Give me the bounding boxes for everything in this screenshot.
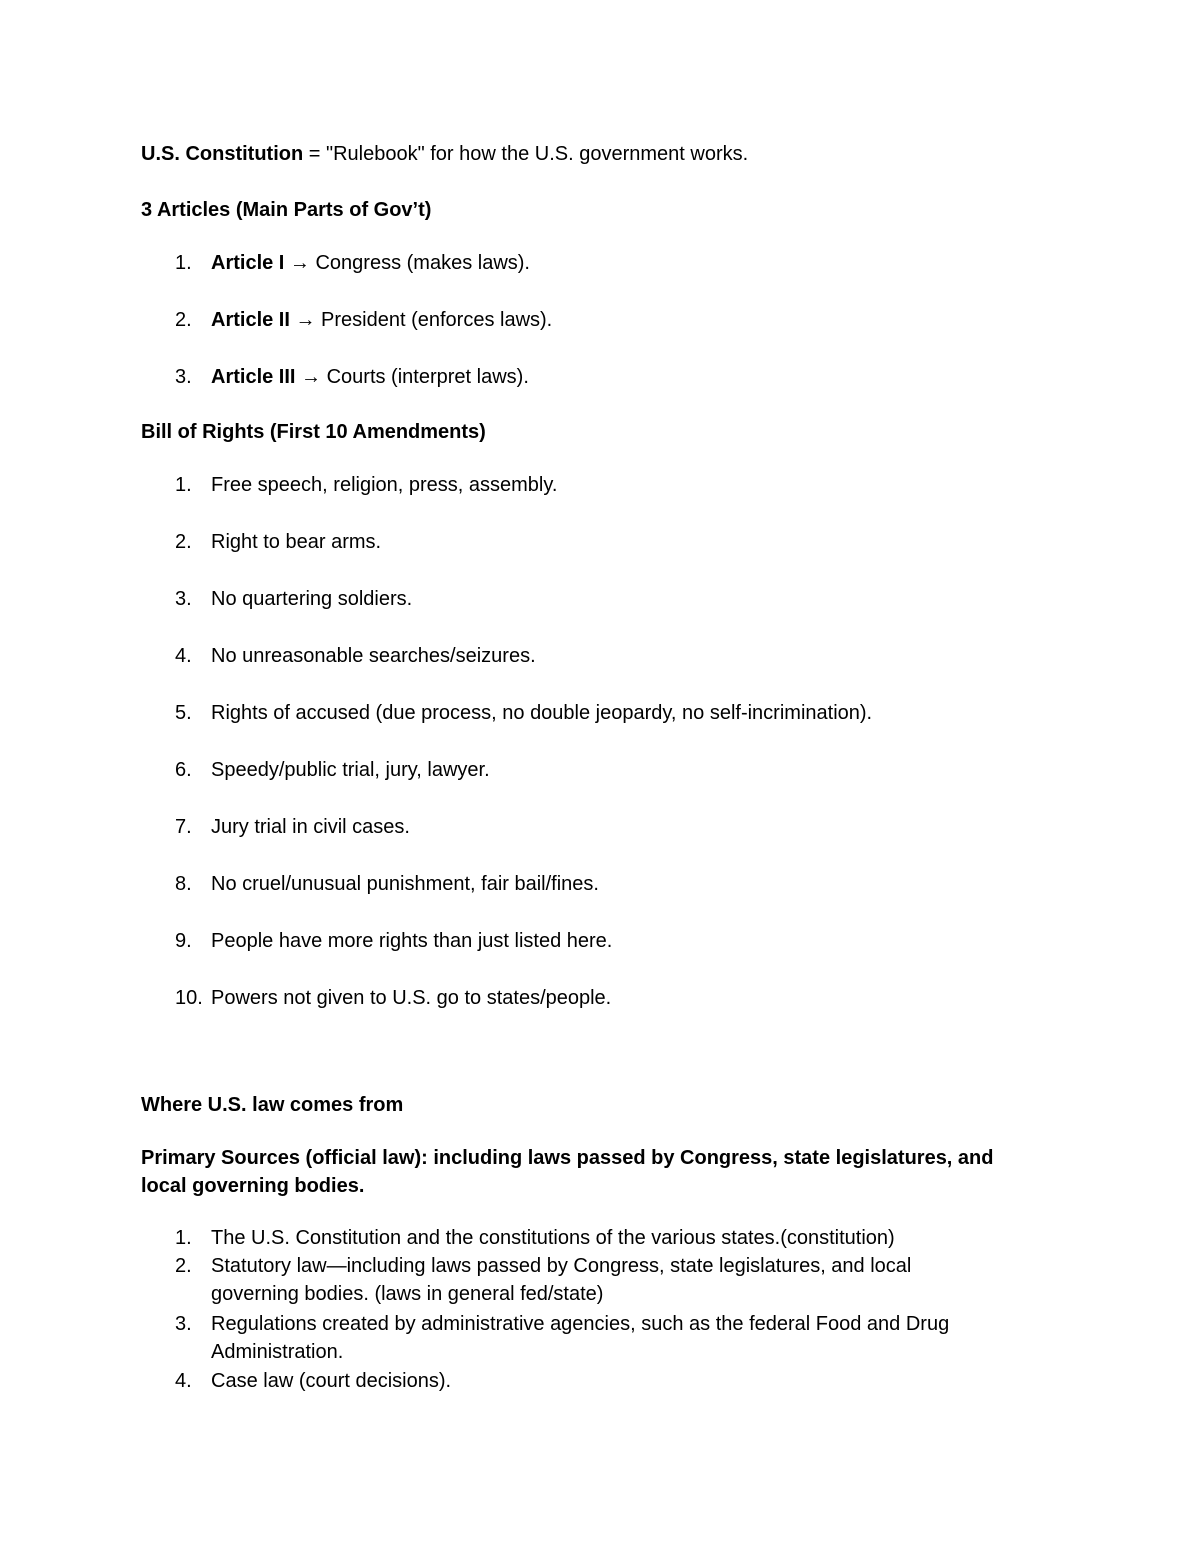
list-number: 4. xyxy=(175,1370,192,1392)
list-number: 4. xyxy=(175,645,192,667)
list-number: 2. xyxy=(175,531,192,553)
list-text: Speedy/public trial, jury, lawyer. xyxy=(211,759,490,781)
list-number: 1. xyxy=(175,1227,192,1249)
list-text: Regulations created by administrative agencies, such as the federal Food and Drug Administration. xyxy=(211,1313,950,1363)
list-number: 3. xyxy=(175,1313,192,1335)
intro-definition: = "Rulebook" for how the U.S. government works. xyxy=(303,143,749,165)
bill-of-rights-heading: Bill of Rights (First 10 Amendments) xyxy=(141,421,486,443)
law-sources-heading: Where U.S. law comes from xyxy=(141,1094,404,1116)
articles-heading: 3 Articles (Main Parts of Gov’t) xyxy=(141,199,432,221)
list-number: 1. xyxy=(175,474,192,496)
list-number: 5. xyxy=(175,702,192,724)
article-text: → Courts (interpret laws). xyxy=(295,366,529,388)
intro-line xyxy=(141,142,748,166)
primary-sources-heading: Primary Sources (official law): including laws passed by Congress, state legislatures, and local governing bodies. xyxy=(141,1147,994,1197)
list-text: No unreasonable searches/seizures. xyxy=(211,645,536,667)
list-text: The U.S. Constitution and the constitutions of the various states.(constitution) xyxy=(211,1227,895,1249)
list-text: Free speech, religion, press, assembly. xyxy=(211,474,558,496)
list-number: 1. xyxy=(175,252,192,274)
list-text: No cruel/unusual punishment, fair bail/fines. xyxy=(211,873,599,895)
list-text: People have more rights than just listed here. xyxy=(211,930,613,952)
list-number: 6. xyxy=(175,759,192,781)
list-number: 8. xyxy=(175,873,192,895)
list-number: 3. xyxy=(175,588,192,610)
list-number: 9. xyxy=(175,930,192,952)
list-number: 10. xyxy=(175,987,203,1009)
list-number: 7. xyxy=(175,816,192,838)
list-text: No quartering soldiers. xyxy=(211,588,413,610)
list-text: Case law (court decisions). xyxy=(211,1370,452,1392)
list-text: Rights of accused (due process, no double jeopardy, no self-incrimination). xyxy=(211,702,873,724)
article-text: → Congress (makes laws). xyxy=(284,252,530,274)
intro-term: U.S. Constitution xyxy=(141,143,304,165)
list-text: Jury trial in civil cases. xyxy=(211,816,410,838)
document-page xyxy=(141,0,1041,1553)
article-text: → President (enforces laws). xyxy=(289,309,553,331)
article-label: Article III xyxy=(211,366,296,388)
list-number: 2. xyxy=(175,309,192,331)
article-label: Article II xyxy=(211,309,290,331)
list-number: 2. xyxy=(175,1255,192,1277)
list-number: 3. xyxy=(175,366,192,388)
article-label: Article I xyxy=(211,252,285,274)
list-text: Powers not given to U.S. go to states/people. xyxy=(211,987,612,1009)
list-text: Statutory law—including laws passed by Congress, state legislatures, and local governing bodies. (laws in general fed/state) xyxy=(211,1255,912,1305)
list-text: Right to bear arms. xyxy=(211,531,382,553)
